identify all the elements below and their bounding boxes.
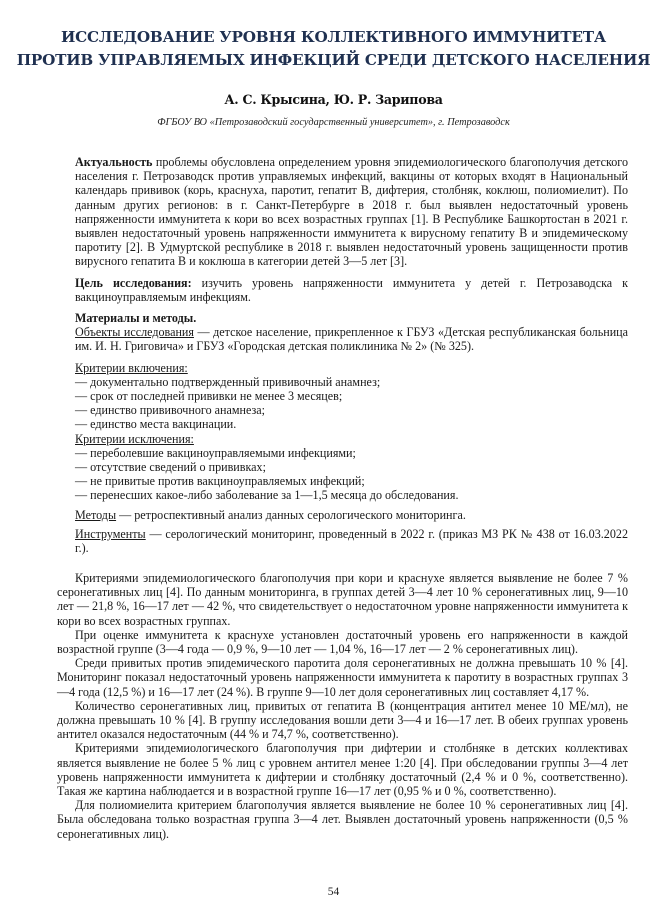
article-title bbox=[0, 26, 667, 72]
aim-paragraph bbox=[75, 276, 628, 304]
objects-label: Объекты исследования bbox=[75, 325, 194, 340]
results-paragraph-rubella: При оценке иммунитета к краснухе установлен достаточный уровень его напряженности в каждой возрастной группе (3—4 года — 0,9 %, 9—10 лет — 1,04 %, 16—17 лет — 2 % серонегативных лиц). bbox=[57, 627, 628, 657]
title-line-2: ПРОТИВ УПРАВЛЯЕМЫХ ИНФЕКЦИЙ СРЕДИ ДЕТСКОГО НАСЕЛЕНИЯ bbox=[16, 51, 651, 69]
relevance-paragraph bbox=[75, 155, 628, 269]
tools-paragraph bbox=[75, 527, 628, 555]
page-number: 54 bbox=[327, 886, 340, 898]
abstract-block bbox=[75, 155, 628, 555]
results-paragraph-polio: Для полиомиелита критерием благополучия является выявление не более 10 % серонегативных лиц [4]. Была обследована только возрастная группа 3—4 лет. Выявлен достаточный уровень напряженности (0,5 % серонегативных лиц). bbox=[57, 798, 628, 841]
tools-label: Инструменты bbox=[75, 526, 146, 541]
exclusion-item: — не привитые против вакциноуправляемых инфекций; bbox=[75, 474, 365, 489]
inclusion-item: — единство места вакцинации. bbox=[75, 417, 237, 432]
relevance-label: Актуальность bbox=[75, 155, 153, 169]
inclusion-item: — документально подтвержденный прививочный анамнез; bbox=[75, 374, 381, 389]
results-block bbox=[57, 571, 628, 841]
exclusion-item: — перенесших какое-либо заболевание за 1—1,5 месяца до обследования. bbox=[75, 488, 459, 503]
inclusion-label bbox=[75, 361, 628, 375]
inclusion-item: — единство прививочного анамнеза; bbox=[75, 403, 265, 418]
objects-text: — детское население, прикрепленное к ГБУЗ «Детская республиканская больница им. И. Н. Григовича» и ГБУЗ «Городская детская поликлиника № 2» (№ 325). bbox=[75, 325, 629, 354]
exclusion-label-text: Критерии исключения: bbox=[75, 431, 194, 446]
results-paragraph-measles: Критериями эпидемиологического благополучия при кори и краснухе является выявление не более 7 % серонегативных лиц [4]. По данным мониторинга, в группах детей 3—4 лет 10 % серонегативных лиц, 9—10 лет — 21,8 %, 16—17 лет — 42 %, что свидетельствует о недостаточном уровне напряженности иммунитета к кори во всех возрастных группах. bbox=[57, 571, 628, 628]
exclusion-label bbox=[75, 432, 628, 446]
aim-label: Цель исследования: bbox=[75, 275, 192, 290]
tools-text: — серологический мониторинг, проведенный в 2022 г. (приказ МЗ РК № 438 от 16.03.2022 г.). bbox=[75, 526, 628, 556]
aim-text: изучить уровень напряженности иммунитета у детей г. Петрозаводска к вакциноуправляемым инфекциям. bbox=[75, 275, 629, 304]
results-paragraph-mumps: Среди привитых против эпидемического паротита доля серонегативных не должна превышать 10 % [4]. Мониторинг показал недостаточный уровень напряженности иммунитета к паротиту в возрастных группах 3—4 года (12,5 %) и 16—17 лет (24 %). В группе 9—10 лет доля серонегативных лиц составляет 4,17 %. bbox=[57, 656, 628, 699]
title-line-1: ИССЛЕДОВАНИЕ УРОВНЯ КОЛЛЕКТИВНОГО ИММУНИТЕТА bbox=[61, 28, 606, 46]
methods-label: Методы bbox=[75, 507, 117, 522]
results-paragraph-hepatitis-b: Количество серонегативных лиц, привитых от гепатита В (концентрация антител менее 10 МЕ/мл), не должна превышать 10 % [4]. В группу исследования вошли дети 3—4 и 16—17 лет. В обеих группах уровень антител оказался недостаточным (44 % и 74,7 %, соответственно). bbox=[57, 698, 628, 742]
exclusion-item: — отсутствие сведений о прививках; bbox=[75, 460, 266, 475]
methods-heading-text: Материалы и методы. bbox=[75, 311, 197, 326]
results-paragraph-diphtheria-tetanus: Критериями эпидемиологического благополучия при дифтерии и столбняке в детских коллективах является выявление не более 5 % лиц с уровнем антител менее 1:20 [4]. При обследовании группы 3—4 лет уровень напряженности иммунитета к дифтерии и столбняку достаточный (2,4 % и 0 %, соответственно). Такая же картина наблюдается и в возрастной группе 16—17 лет (0,95 % и 0 %, соответственно). bbox=[57, 741, 628, 799]
authors: А. С. Крысина, Ю. Р. Зарипова bbox=[224, 92, 443, 107]
methods-paragraph bbox=[75, 508, 628, 522]
affiliation: ФГБОУ ВО «Петрозаводский государственный университет», г. Петрозаводск bbox=[157, 117, 510, 128]
exclusion-item: — переболевшие вакциноуправляемыми инфекциями; bbox=[75, 445, 356, 460]
methods-heading bbox=[75, 311, 628, 325]
objects-paragraph bbox=[75, 325, 628, 353]
relevance-text: проблемы обусловлена определением уровня эпидемиологического благополучия детского населения г. Петрозаводск против управляемых инфекций, вакцины от которых входят в Национальный календарь прививок (корь, краснуха, паротит, гепатит В, дифтерия, столбняк, коклюш, полиомиелит). По данным других регионов: в г. Санкт-Петербурге в 2018 г. был выявлен недостаточный уровень напряженности иммунитета к кори во всех возрастных группах [1]. В Республике Башкортостан в 2021 г. выявлен недостаточный уровень напряженности иммунитета к вирусному гепатиту В и эпидемическому паротиту [2]. В Удмуртской республике в 2018 г. выявлен недостаточный уровень защищенности против вирусного гепатита В и коклюша в категории детей 3—5 лет [3]. bbox=[75, 155, 628, 269]
methods-text: — ретроспективный анализ данных серологического мониторинга. bbox=[116, 507, 466, 522]
inclusion-item: — срок от последней прививки не менее 3 месяцев; bbox=[75, 389, 343, 404]
inclusion-label-text: Критерии включения: bbox=[75, 360, 188, 375]
